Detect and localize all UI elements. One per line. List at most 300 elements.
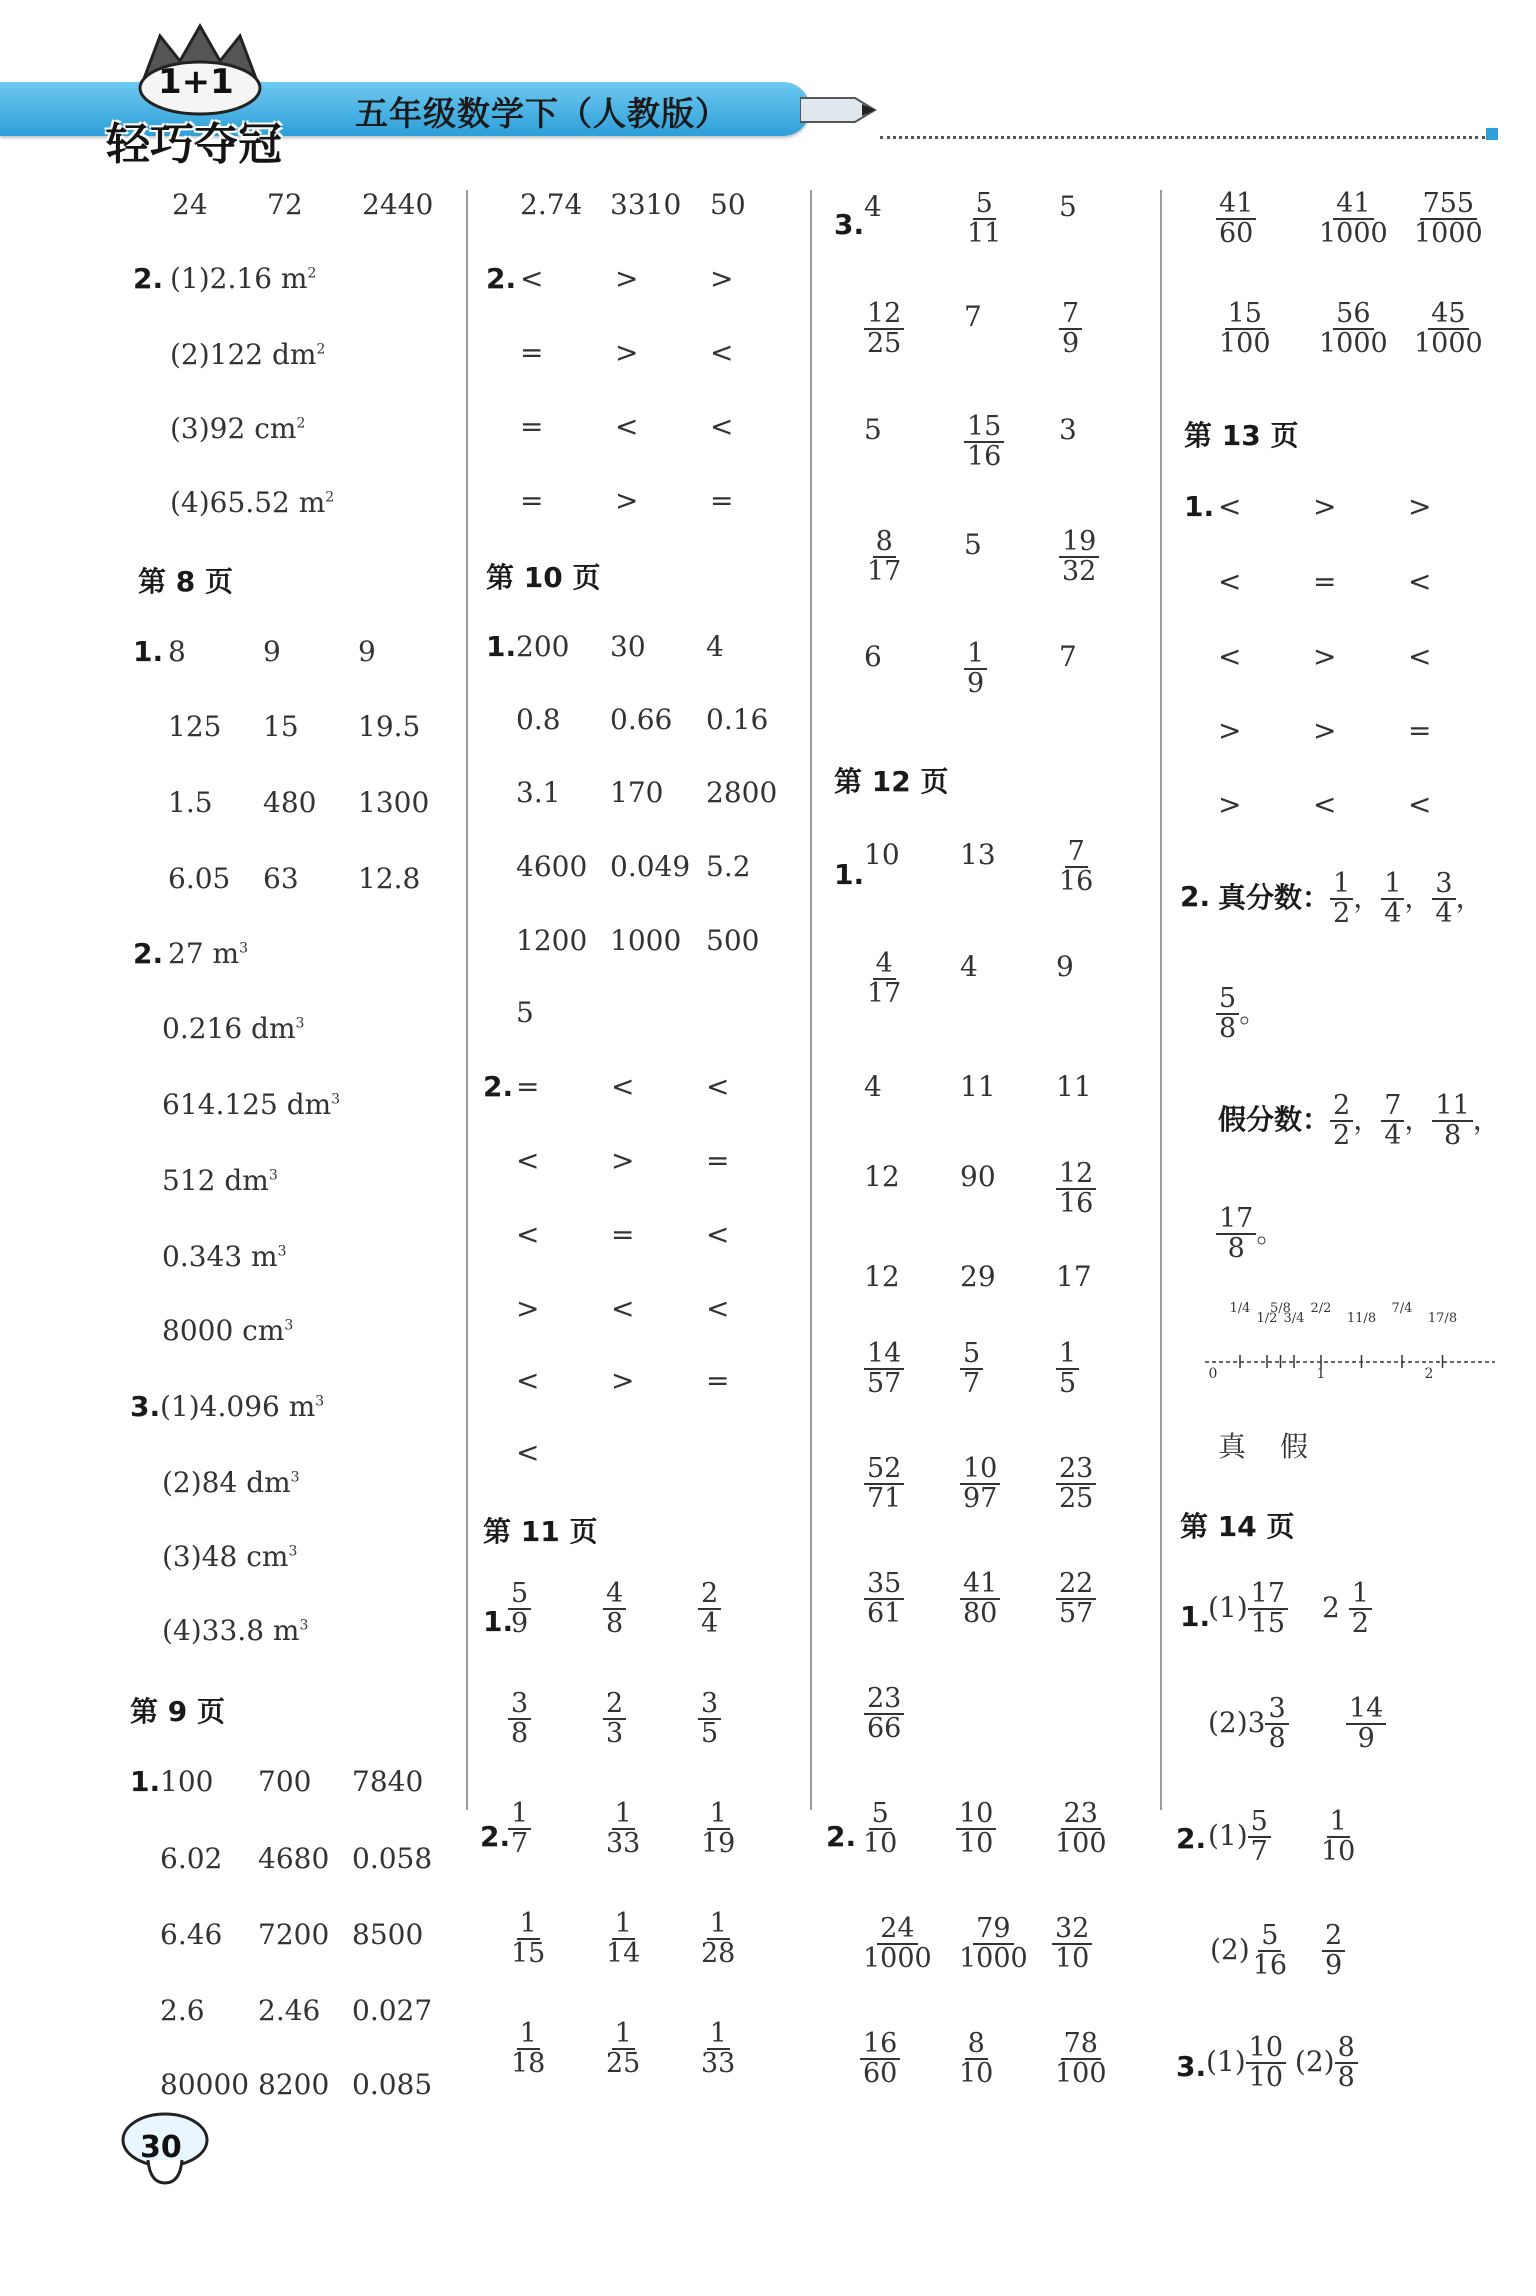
answer-cell: [956, 1915, 1031, 1974]
answer-value: 2800: [706, 776, 778, 809]
answer-cell: [1206, 2034, 1358, 2093]
answer-cell: [611, 1364, 634, 1397]
numerator: 78: [1061, 2030, 1101, 2060]
answer-cell: [352, 1918, 423, 1951]
fraction: [698, 1800, 738, 1859]
answer-cell: [1052, 1915, 1092, 1974]
denominator: 4: [701, 1608, 719, 1640]
answer-value: <: [516, 1144, 540, 1177]
fraction-list: [1216, 985, 1267, 1044]
answer-cell: [160, 1765, 213, 1798]
answer-cell: [1210, 1922, 1290, 1981]
denominator: 1000: [863, 1943, 932, 1975]
fraction: [1216, 190, 1256, 249]
denominator: 9: [1325, 1950, 1343, 1982]
numerator: 4: [873, 950, 896, 980]
fraction: [1056, 838, 1096, 897]
answer-value: 9: [1056, 950, 1074, 983]
answer-value: >: [1218, 714, 1242, 747]
answer-cell: [706, 776, 777, 809]
answer-value: <: [1408, 788, 1432, 821]
numerator: 41: [1333, 190, 1373, 220]
denominator: 9: [511, 1608, 529, 1640]
answer-cell: [860, 1915, 935, 1974]
answer-value: 1000: [610, 924, 682, 957]
answer-prefix: (2): [1286, 2044, 1335, 2078]
fraction: [1250, 1922, 1290, 1981]
numerator: 1: [517, 1910, 540, 1940]
answer-value: 80000: [160, 2068, 250, 2101]
number-line-axis-label: 0: [1208, 1366, 1218, 1380]
answer-cell: [508, 1910, 548, 1969]
denominator: 7: [511, 1828, 529, 1860]
page-section-heading: 第 12 页: [834, 765, 949, 798]
denominator: 10: [959, 2058, 994, 2090]
answer-cell: [358, 862, 420, 895]
answer-cell: [698, 1800, 738, 1859]
answer-cell: [1408, 565, 1431, 598]
answer-cell: [964, 300, 982, 333]
answer-value: <: [706, 1292, 730, 1325]
answer-cell: [710, 188, 746, 221]
answer-cell: [1218, 714, 1241, 747]
answer-value: (4)33.8 $m^3$: [162, 1614, 309, 1647]
answer-cell: [1059, 640, 1077, 673]
answer-cell: [1056, 1160, 1096, 1219]
numerator: 15: [1225, 300, 1265, 330]
answer-cell: [160, 1842, 222, 1875]
answer-cell: [706, 630, 724, 663]
answer-cell: [698, 1690, 721, 1749]
answer-value: 6.46: [160, 1918, 223, 1951]
answer-value: >: [516, 1292, 540, 1325]
number-line-tick-label: 11/8: [1346, 1311, 1377, 1326]
answer-cell: [1313, 714, 1336, 747]
answer-cell: [516, 850, 587, 883]
answer-value: 8: [168, 635, 186, 668]
answer-value: (3)48 $cm^3$: [162, 1540, 298, 1573]
denominator: 2: [1351, 1608, 1369, 1640]
answer-value: 假: [1280, 1430, 1309, 1463]
separator: ，: [1404, 880, 1433, 914]
answer-cell: [1408, 490, 1431, 523]
answer-cell: [1313, 640, 1336, 673]
denominator: 9: [1357, 1723, 1375, 1755]
denominator: 60: [1219, 218, 1254, 250]
answer-cell: [1208, 1695, 1289, 1754]
answer-cell: [1408, 788, 1431, 821]
question-number: 1.: [130, 1765, 161, 1798]
answer-value: 29: [960, 1260, 996, 1293]
answer-cell: [610, 703, 672, 736]
answer-cell: [611, 1070, 634, 1103]
denominator: 2: [1333, 898, 1351, 930]
denominator: 7: [1250, 1836, 1268, 1868]
answer-cell: [964, 640, 987, 699]
answer-cell: [168, 786, 213, 819]
answer-cell: [263, 786, 316, 819]
answer-cell: [710, 484, 733, 517]
separator: ，: [1472, 1102, 1501, 1136]
numerator: 8: [1335, 2034, 1358, 2064]
answer-value: <: [615, 410, 639, 443]
fraction: [1316, 190, 1391, 249]
answer-cell: [258, 1765, 311, 1798]
fraction: [1381, 1092, 1404, 1151]
answer-cell: [168, 862, 230, 895]
answer-cell: [610, 188, 681, 221]
answer-cell: [1316, 300, 1391, 359]
page-section-heading: 第 9 页: [130, 1695, 225, 1728]
number-line-diagram: [1205, 1300, 1505, 1380]
answer-value: >: [615, 484, 639, 517]
denominator: 61: [867, 1598, 902, 1630]
fraction-list-label: 假分数：: [1218, 1102, 1331, 1136]
numerator: 17: [1248, 1580, 1288, 1610]
answer-cell: [1056, 950, 1074, 983]
answer-value: 3.1: [516, 776, 561, 809]
fraction-list: [1218, 870, 1484, 929]
answer-cell: [706, 1218, 729, 1251]
separator: 。: [1239, 995, 1268, 1029]
numerator: 3: [698, 1690, 721, 1720]
answer-cell: [520, 188, 582, 221]
question-number: 2.: [1180, 880, 1211, 913]
answer-value: 19.5: [358, 710, 421, 743]
answer-cell: [358, 786, 429, 819]
column-divider: [810, 190, 812, 1810]
answer-cell: [1052, 1800, 1110, 1859]
answer-value: 0.8: [516, 703, 561, 736]
answer-value: 50: [710, 188, 746, 221]
answer-cell: [258, 1994, 320, 2027]
number-line-axis-label: 1: [1316, 1366, 1326, 1380]
answer-value: 0.343 $m^3$: [162, 1240, 287, 1273]
fraction: [964, 190, 1004, 249]
answer-cell: [358, 635, 376, 668]
numerator: 11: [1432, 1092, 1472, 1122]
page-number: 30: [140, 2130, 182, 2165]
question-number: 3.: [130, 1390, 161, 1423]
answer-value: <: [1408, 565, 1432, 598]
answer-cell: [706, 924, 759, 957]
question-number: 2.: [133, 262, 164, 295]
answer-cell: [864, 1570, 904, 1629]
fraction: [1330, 1092, 1353, 1151]
answer-value: 2.74: [520, 188, 583, 221]
answer-value: 7: [964, 300, 982, 333]
answer-cell: [160, 2068, 249, 2101]
denominator: 7: [963, 1368, 981, 1400]
answer-cell: [170, 262, 316, 295]
answer-value: <: [706, 1070, 730, 1103]
answer-value: 15: [263, 710, 299, 743]
denominator: 16: [1059, 866, 1094, 898]
denominator: 15: [511, 1938, 546, 1970]
question-number: 2.: [483, 1070, 514, 1103]
denominator: 1000: [1414, 218, 1483, 250]
denominator: 66: [867, 1713, 902, 1745]
answer-value: =: [706, 1144, 730, 1177]
answer-cell: [516, 776, 561, 809]
page-section-heading: 第 8 页: [138, 565, 233, 598]
fraction: [1056, 1340, 1079, 1399]
answer-cell: [956, 1800, 996, 1859]
answer-cell: [864, 1685, 904, 1744]
answer-value: <: [1313, 788, 1337, 821]
numerator: 3: [508, 1690, 531, 1720]
answer-value: 5.2: [706, 850, 751, 883]
answer-value: 0.16: [706, 703, 769, 736]
answer-value: 17: [1056, 1260, 1092, 1293]
answer-cell: [603, 1910, 643, 1969]
fraction: [1411, 190, 1486, 249]
fraction: [1056, 1570, 1096, 1629]
fraction: [603, 1910, 643, 1969]
answer-cell: [520, 336, 543, 369]
denominator: 5: [1059, 1368, 1077, 1400]
fraction: [508, 1910, 548, 1969]
answer-value: 11: [1056, 1070, 1092, 1103]
answer-cell: [864, 1070, 882, 1103]
answer-cell: [864, 1260, 900, 1293]
denominator: 4: [1384, 898, 1402, 930]
fraction: [508, 1580, 531, 1639]
answer-value: <: [611, 1070, 635, 1103]
answer-cell: [162, 1164, 278, 1197]
numerator: 1: [1330, 870, 1353, 900]
numerator: 2: [1330, 1092, 1353, 1122]
answer-cell: [263, 710, 299, 743]
numerator: 7: [1381, 1092, 1404, 1122]
answer-value: 27 $m^3$: [168, 937, 249, 970]
answer-cell: [508, 1580, 531, 1639]
answer-cell: [172, 188, 208, 221]
answer-value: (3)92 $cm^2$: [170, 412, 306, 445]
answer-value: =: [1313, 565, 1337, 598]
fraction: [1316, 300, 1391, 359]
answer-value: >: [1313, 640, 1337, 673]
answer-cell: [610, 924, 681, 957]
fraction: [960, 1570, 1000, 1629]
answer-cell: [1059, 413, 1077, 446]
numerator: 8: [873, 528, 896, 558]
answer-cell: [1313, 788, 1336, 821]
answer-value: =: [611, 1218, 635, 1251]
numerator: 14: [864, 1340, 904, 1370]
answer-value: 13: [960, 838, 996, 871]
fraction-list: [1218, 1092, 1501, 1151]
fraction: [508, 1690, 531, 1749]
answer-cell: [170, 338, 325, 371]
fraction: [1052, 2030, 1110, 2089]
answer-cell: [516, 1436, 539, 1469]
numerator: 12: [864, 300, 904, 330]
denominator: 5: [701, 1718, 719, 1750]
answer-cell: [611, 1144, 634, 1177]
fraction: [698, 1910, 738, 1969]
answer-value: 512 $dm^3$: [162, 1164, 278, 1197]
answer-value: 2440: [362, 188, 434, 221]
fraction: [1052, 1915, 1092, 1974]
fraction: [603, 1800, 643, 1859]
answer-cell: [168, 937, 248, 970]
answer-cell: [508, 1690, 531, 1749]
answer-value: 12: [864, 1260, 900, 1293]
answer-cell: [263, 862, 299, 895]
fraction: [960, 1340, 983, 1399]
separator: ，: [1455, 880, 1484, 914]
denominator: 1000: [1414, 328, 1483, 360]
answer-value: 480: [263, 786, 317, 819]
answer-cell: [710, 336, 733, 369]
numerator: 1: [517, 2020, 540, 2050]
question-number: 1.: [834, 858, 865, 891]
numerator: 23: [864, 1685, 904, 1715]
question-number: 2.: [1176, 1822, 1207, 1855]
answer-value: 7840: [352, 1765, 424, 1798]
denominator: 28: [701, 1938, 736, 1970]
answer-cell: [960, 1570, 1000, 1629]
fraction: [1216, 300, 1274, 359]
fraction: [964, 640, 987, 699]
answer-value: =: [710, 484, 734, 517]
denominator: 33: [701, 2048, 736, 2080]
fraction: [1318, 1808, 1358, 1867]
answer-cell: [1052, 2030, 1110, 2089]
denominator: 16: [1252, 1950, 1288, 1982]
answer-cell: [964, 190, 1004, 249]
fraction: [956, 1800, 996, 1859]
answer-cell: [516, 1144, 539, 1177]
answer-value: =: [520, 410, 544, 443]
denominator: 71: [867, 1483, 902, 1515]
answer-value: 11: [960, 1070, 996, 1103]
question-number: 1.: [133, 635, 164, 668]
answer-cell: [864, 1340, 904, 1399]
answer-cell: [1218, 565, 1241, 598]
numerator: 8: [965, 2030, 988, 2060]
numerator: 24: [877, 1915, 917, 1945]
separator: ，: [1353, 880, 1382, 914]
answer-cell: [162, 1012, 304, 1045]
answer-cell: [706, 850, 751, 883]
answer-value: >: [1408, 490, 1432, 523]
fraction-list-label: 真分数：: [1218, 880, 1331, 914]
answer-cell: [603, 1580, 626, 1639]
answer-cell: [352, 2068, 432, 2101]
numerator: 1: [508, 1800, 531, 1830]
answer-cell: [964, 528, 982, 561]
fraction-list: [1216, 1205, 1284, 1264]
fraction: [1216, 985, 1239, 1044]
denominator: 4: [1435, 898, 1453, 930]
numerator: 7: [1059, 300, 1082, 330]
numerator: 3: [1265, 1695, 1288, 1725]
numerator: 1: [612, 2020, 635, 2050]
answer-value: <: [1218, 640, 1242, 673]
answer-value: 0.66: [610, 703, 673, 736]
fraction: [1056, 1455, 1096, 1514]
numerator: 56: [1333, 300, 1373, 330]
answer-cell: [520, 484, 543, 517]
answer-cell: [1216, 300, 1274, 359]
answer-cell: [1346, 1695, 1386, 1754]
denominator: 18: [511, 2048, 546, 2080]
fraction: [860, 2030, 900, 2089]
answer-value: =: [706, 1364, 730, 1397]
answer-value: 700: [258, 1765, 312, 1798]
answer-cell: [160, 1390, 324, 1423]
answer-value: 6.02: [160, 1842, 223, 1875]
answer-value: 7200: [258, 1918, 330, 1951]
denominator: 16: [1059, 1188, 1094, 1220]
numerator: 1: [707, 2020, 730, 2050]
answer-cell: [1322, 1922, 1345, 1981]
answer-cell: [1218, 640, 1241, 673]
answer-cell: [706, 703, 768, 736]
answer-cell: [864, 838, 900, 871]
answer-cell: [1408, 640, 1431, 673]
answer-value: 6.05: [168, 862, 231, 895]
answer-value: <: [1218, 565, 1242, 598]
answer-value: 9: [358, 635, 376, 668]
answer-cell: [864, 950, 904, 1009]
answer-cell: [1322, 1580, 1372, 1639]
answer-value: >: [710, 262, 734, 295]
numerator: 2: [1322, 1922, 1345, 1952]
fraction: [864, 1455, 904, 1514]
answer-value: >: [615, 262, 639, 295]
answer-value: 614.125 $dm^3$: [162, 1088, 341, 1121]
question-number: 1.: [1180, 1600, 1211, 1633]
denominator: 100: [1219, 328, 1271, 360]
fraction: [1265, 1695, 1288, 1754]
column-divider: [466, 190, 468, 1810]
numerator: 5: [960, 1340, 983, 1370]
numerator: 12: [1056, 1160, 1096, 1190]
answer-cell: [516, 1070, 539, 1103]
answer-cell: [960, 950, 978, 983]
answer-cell: [516, 703, 561, 736]
number-line-tick-label: 17/8: [1427, 1311, 1458, 1326]
answer-value: >: [615, 336, 639, 369]
numerator: 1: [964, 640, 987, 670]
denominator: 33: [606, 1828, 641, 1860]
answer-value: 真: [1218, 1430, 1247, 1463]
question-number: 1.: [483, 1605, 514, 1638]
denominator: 4: [1384, 1120, 1402, 1152]
denominator: 25: [1059, 1483, 1094, 1515]
numerator: 23: [1056, 1455, 1096, 1485]
answer-cell: [162, 1540, 297, 1573]
answer-value: 9: [263, 635, 281, 668]
denominator: 60: [863, 2058, 898, 2090]
answer-cell: [516, 1292, 539, 1325]
answer-value: 5: [1059, 190, 1077, 223]
answer-cell: [615, 336, 638, 369]
fraction: [698, 2020, 738, 2079]
answer-cell: [160, 1918, 222, 1951]
answer-cell: [258, 2068, 329, 2101]
answer-cell: [960, 1160, 996, 1193]
answer-cell: [710, 262, 733, 295]
answer-cell: [162, 1240, 287, 1273]
fraction: [864, 300, 904, 359]
answer-value: 10: [864, 838, 900, 871]
answer-cell: [516, 1218, 539, 1251]
page-section-heading: 第 11 页: [483, 1515, 598, 1548]
